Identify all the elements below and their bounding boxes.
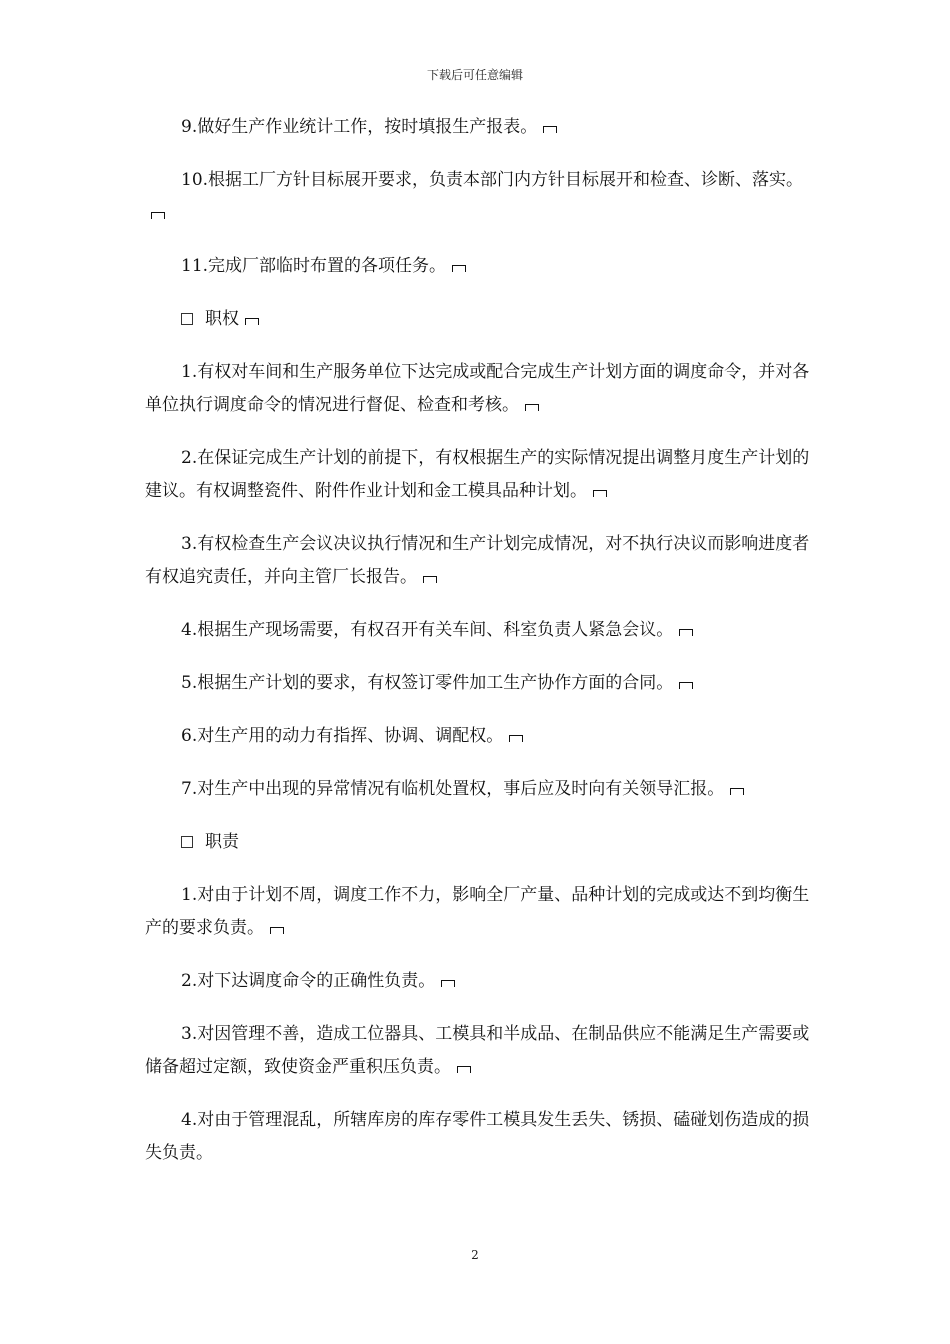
paragraph [145, 667, 815, 700]
paragraph [145, 442, 815, 508]
paragraph-text: 2.对下达调度命令的正确性负责。 [181, 971, 436, 991]
document-body [145, 111, 815, 1190]
paragraph-mark-icon [151, 212, 165, 219]
paragraph [145, 879, 815, 945]
page-header: 下载后可任意编辑 [426, 68, 523, 82]
paragraph-text: 3.有权检查生产会议决议执行情况和生产计划完成情况，对不执行决议而影响进度者有权追究责任，并向主管厂长报告。 [145, 534, 810, 587]
paragraph-mark-icon [509, 735, 523, 742]
paragraph-mark-icon [593, 490, 607, 497]
paragraph-mark-icon [525, 404, 539, 411]
paragraph-text: 职权 [205, 309, 239, 329]
paragraph-text: 1.有权对车间和生产服务单位下达完成或配合完成生产计划方面的调度命令，并对各单位执行调度命令的情况进行督促、检查和考核。 [145, 362, 810, 415]
paragraph [145, 773, 815, 806]
paragraph [145, 720, 815, 753]
paragraph [145, 356, 815, 422]
paragraph-mark-icon [270, 927, 284, 934]
paragraph-mark-icon [457, 1066, 471, 1073]
checkbox-square-icon [181, 836, 193, 848]
paragraph [145, 111, 815, 144]
paragraph-mark-icon [423, 576, 437, 583]
paragraph-text: 6.对生产用的动力有指挥、协调、调配权。 [181, 726, 504, 746]
paragraph [145, 614, 815, 647]
paragraph-mark-icon [441, 980, 455, 987]
paragraph-mark-icon [543, 126, 557, 133]
paragraph-text: 4.对由于管理混乱，所辖库房的库存零件工模具发生丢失、锈损、磕碰划伤造成的损失负责。 [145, 1110, 810, 1163]
paragraph [145, 965, 815, 998]
paragraph-mark-icon [245, 318, 259, 325]
paragraph-mark-icon [679, 629, 693, 636]
paragraph-text: 7.对生产中出现的异常情况有临机处置权，事后应及时向有关领导汇报。 [181, 779, 725, 799]
paragraph-text: 3.对因管理不善，造成工位器具、工模具和半成品、在制品供应不能满足生产需要或储备超过定额，致使资金严重积压负责。 [145, 1024, 810, 1077]
page-number: 2 [471, 1248, 479, 1262]
paragraph [145, 1018, 815, 1084]
paragraph [145, 250, 815, 283]
section-heading [145, 826, 815, 859]
paragraph-text: 2.在保证完成生产计划的前提下，有权根据生产的实际情况提出调整月度生产计划的建议。有权调整瓷件、附件作业计划和金工模具品种计划。 [145, 448, 810, 501]
paragraph-text: 1.对由于计划不周，调度工作不力，影响全厂产量、品种计划的完成或达不到均衡生产的要求负责。 [145, 885, 810, 938]
paragraph [145, 164, 815, 230]
paragraph-mark-icon [730, 788, 744, 795]
paragraph-mark-icon [452, 265, 466, 272]
paragraph [145, 528, 815, 594]
paragraph-text: 9.做好生产作业统计工作，按时填报生产报表。 [181, 117, 538, 137]
paragraph-text: 5.根据生产计划的要求，有权签订零件加工生产协作方面的合同。 [181, 673, 674, 693]
paragraph-text: 11.完成厂部临时布置的各项任务。 [181, 256, 447, 276]
paragraph-mark-icon [679, 682, 693, 689]
paragraph-text: 职责 [205, 832, 239, 852]
paragraph-text: 10.根据工厂方针目标展开要求，负责本部门内方针目标展开和检查、诊断、落实。 [181, 170, 804, 190]
section-heading [145, 303, 815, 336]
checkbox-square-icon [181, 313, 193, 325]
paragraph-text: 4.根据生产现场需要，有权召开有关车间、科室负责人紧急会议。 [181, 620, 674, 640]
paragraph [145, 1104, 815, 1170]
